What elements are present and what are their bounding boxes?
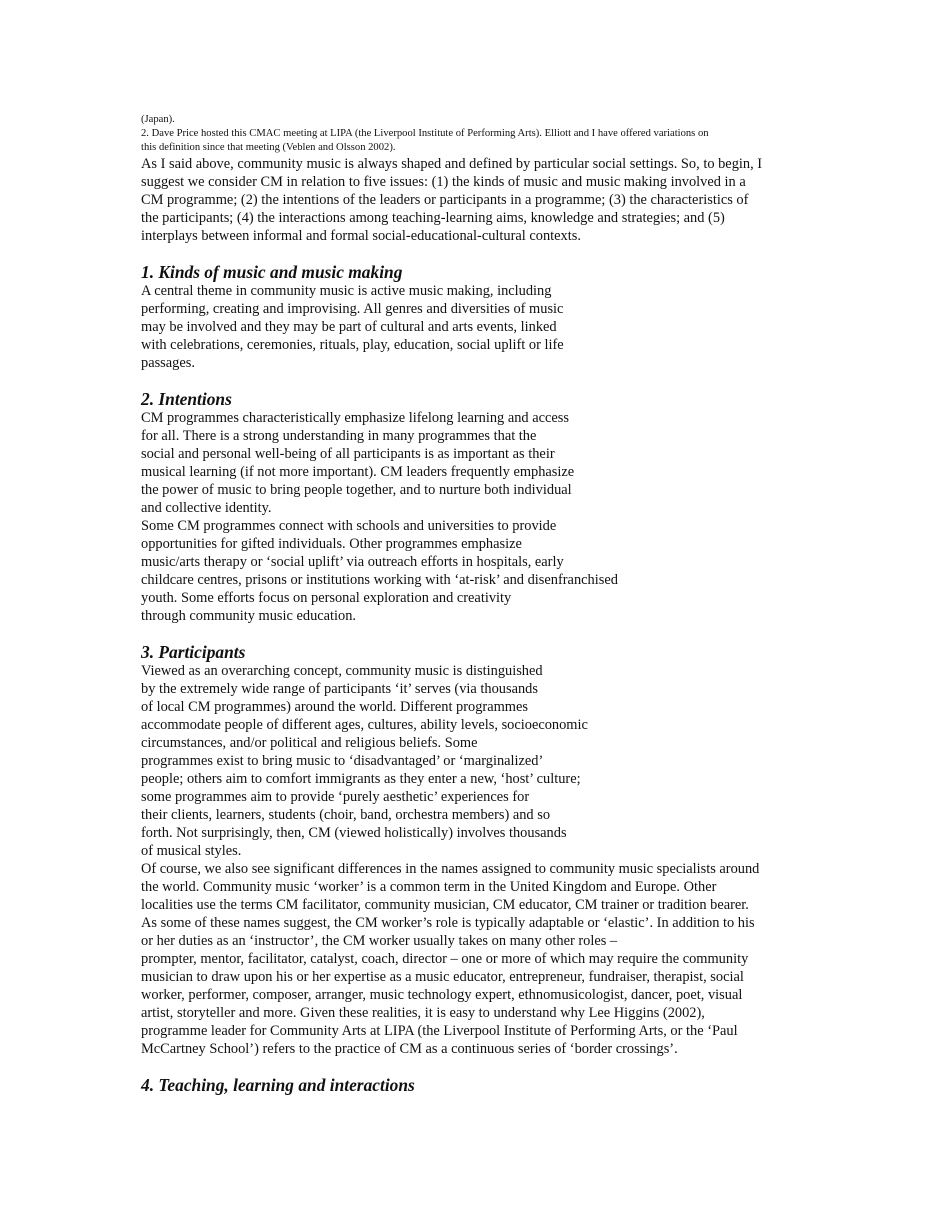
text-line: some programmes aim to provide ‘purely aesthetic’ experiences for	[141, 789, 530, 805]
text-line: suggest we consider CM in relation to five issues: (1) the kinds of music and music making involved in a	[141, 174, 746, 190]
text-line: Of course, we also see significant differences in the names assigned to community music specialists around	[141, 861, 760, 877]
text-line: of musical styles.	[141, 843, 242, 859]
text-line: social and personal well-being of all participants is as important as their	[141, 446, 555, 462]
section-intentions	[141, 389, 821, 625]
text-line: youth. Some efforts focus on personal exploration and creativity	[141, 590, 512, 606]
section-heading: 3. Participants	[141, 642, 246, 662]
text-line: the participants; (4) the interactions among teaching-learning aims, knowledge and strategies; and (5)	[141, 210, 725, 226]
text-line: Some CM programmes connect with schools and universities to provide	[141, 518, 557, 534]
text-line: McCartney School’) refers to the practice of CM as a continuous series of ‘border crossings’.	[141, 1041, 678, 1057]
text-line: programmes exist to bring music to ‘disadvantaged’ or ‘marginalized’	[141, 753, 544, 769]
footnote-line: this definition since that meeting (Veblen and Olsson 2002).	[141, 142, 396, 153]
document-page	[141, 113, 821, 1095]
text-line: As some of these names suggest, the CM worker’s role is typically adaptable or ‘elastic’. In addition to his	[141, 915, 755, 931]
text-line: circumstances, and/or political and religious beliefs. Some	[141, 735, 478, 751]
text-line: CM programmes characteristically emphasize lifelong learning and access	[141, 410, 569, 426]
text-line: musical learning (if not more important). CM leaders frequently emphasize	[141, 464, 575, 480]
text-line: music/arts therapy or ‘social uplift’ via outreach efforts in hospitals, early	[141, 554, 564, 570]
text-line: A central theme in community music is active music making, including	[141, 283, 552, 299]
text-line: passages.	[141, 355, 195, 371]
text-line: may be involved and they may be part of cultural and arts events, linked	[141, 319, 557, 335]
text-line: for all. There is a strong understanding in many programmes that the	[141, 428, 537, 444]
text-line: childcare centres, prisons or institutions working with ‘at-risk’ and disenfranchised	[141, 572, 618, 588]
text-line: through community music education.	[141, 608, 357, 624]
text-line: worker, performer, composer, arranger, music technology expert, ethnomusicologist, dancer, poet, visual	[141, 987, 743, 1003]
text-line: Viewed as an overarching concept, community music is distinguished	[141, 663, 543, 679]
text-line: their clients, learners, students (choir, band, orchestra members) and so	[141, 807, 551, 823]
footnotes	[141, 113, 821, 155]
section-heading: 2. Intentions	[141, 389, 232, 409]
text-line: people; others aim to comfort immigrants as they enter a new, ‘host’ culture;	[141, 771, 581, 787]
text-line: prompter, mentor, facilitator, catalyst, coach, director – one or more of which may require the community	[141, 951, 749, 967]
section-heading: 1. Kinds of music and music making	[141, 262, 403, 282]
text-line: opportunities for gifted individuals. Other programmes emphasize	[141, 536, 522, 552]
text-line: CM programme; (2) the intentions of the leaders or participants in a programme; (3) the characteristics of	[141, 192, 749, 208]
text-line: programme leader for Community Arts at LIPA (the Liverpool Institute of Performing Arts, or the ‘Paul	[141, 1023, 738, 1039]
section-teaching-learning	[141, 1075, 821, 1095]
text-line: interplays between informal and formal social-educational-cultural contexts.	[141, 228, 581, 244]
text-line: musician to draw upon his or her expertise as a music educator, entrepreneur, fundraiser, therapist, social	[141, 969, 744, 985]
footnote-line: (Japan).	[141, 114, 175, 125]
text-line: of local CM programmes) around the world. Different programmes	[141, 699, 528, 715]
text-line: and collective identity.	[141, 500, 272, 516]
text-line: artist, storyteller and more. Given these realities, it is easy to understand why Lee Higgins (2002),	[141, 1005, 705, 1021]
text-line: forth. Not surprisingly, then, CM (viewed holistically) involves thousands	[141, 825, 567, 841]
text-line: localities use the terms CM facilitator, community musician, CM educator, CM trainer or tradition bearer.	[141, 897, 749, 913]
text-line: accommodate people of different ages, cultures, ability levels, socioeconomic	[141, 717, 588, 733]
section-participants	[141, 642, 821, 1058]
footnote-line: 2. Dave Price hosted this CMAC meeting at LIPA (the Liverpool Institute of Performing Arts). Elliott and I have offered variations on	[141, 128, 709, 139]
text-line: the power of music to bring people together, and to nurture both individual	[141, 482, 572, 498]
text-line: As I said above, community music is always shaped and defined by particular social settings. So, to begin, I	[141, 156, 763, 172]
text-line: with celebrations, ceremonies, rituals, play, education, social uplift or life	[141, 337, 564, 353]
text-line: performing, creating and improvising. All genres and diversities of music	[141, 301, 564, 317]
section-kinds-of-music	[141, 262, 821, 372]
text-line: by the extremely wide range of participants ‘it’ serves (via thousands	[141, 681, 538, 697]
text-line: or her duties as an ‘instructor’, the CM worker usually takes on many other roles –	[141, 933, 618, 949]
text-line: the world. Community music ‘worker’ is a common term in the United Kingdom and Europe. Other	[141, 879, 717, 895]
section-heading: 4. Teaching, learning and interactions	[141, 1075, 415, 1095]
intro-paragraph	[141, 155, 821, 245]
